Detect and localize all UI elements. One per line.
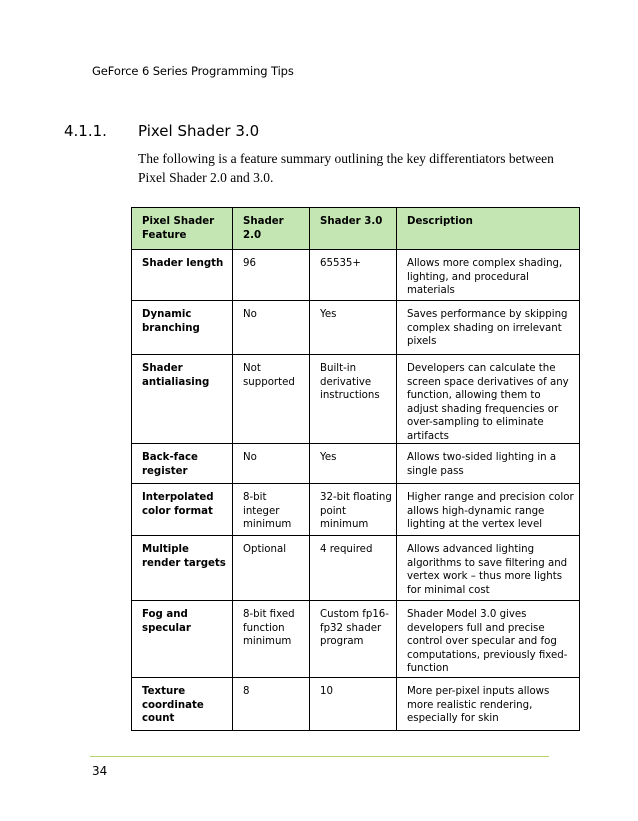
header-shader-3-0: Shader 3.0 — [310, 208, 397, 250]
cell-shader-3-0: 4 required — [310, 536, 397, 601]
cell-shader-2-0: No — [233, 301, 310, 355]
cell-description: Saves performance by skipping complex shading on irrelevant pixels — [397, 301, 580, 355]
cell-shader-3-0: Built-in derivative instructions — [310, 355, 397, 444]
cell-feature: Shader antialiasing — [132, 355, 233, 444]
cell-feature: Back-face register — [132, 444, 233, 484]
cell-description: More per-pixel inputs allows more realistic rendering, especially for skin — [397, 678, 580, 731]
header-shader-2-0: Shader 2.0 — [233, 208, 310, 250]
table-row — [132, 301, 580, 355]
table-row — [132, 536, 580, 601]
cell-shader-2-0: 8-bit integer minimum — [233, 484, 310, 536]
cell-shader-2-0: No — [233, 444, 310, 484]
section-number: 4.1.1. — [64, 122, 107, 140]
table-row — [132, 601, 580, 678]
cell-shader-2-0: Not supported — [233, 355, 310, 444]
cell-feature: Texture coordinate count — [132, 678, 233, 731]
cell-feature: Interpolated color format — [132, 484, 233, 536]
cell-shader-3-0: 32-bit floating point minimum — [310, 484, 397, 536]
cell-feature: Dynamic branching — [132, 301, 233, 355]
intro-paragraph: The following is a feature summary outlining the key differentiators between Pixel Shader 2.0 and 3.0. — [138, 151, 554, 185]
table-row — [132, 678, 580, 731]
feature-table — [131, 207, 580, 731]
cell-description: Developers can calculate the screen space derivatives of any function, allowing them to adjust shading frequencies or over-sampling to eliminate artifacts — [397, 355, 580, 444]
header-description: Description — [397, 208, 580, 250]
table-row — [132, 250, 580, 301]
cell-shader-2-0: Optional — [233, 536, 310, 601]
cell-feature: Fog and specular — [132, 601, 233, 678]
cell-shader-3-0: Yes — [310, 444, 397, 484]
header-feature: Pixel Shader Feature — [132, 208, 233, 250]
cell-shader-2-0: 8 — [233, 678, 310, 731]
cell-shader-2-0: 8-bit fixed function minimum — [233, 601, 310, 678]
running-header: GeForce 6 Series Programming Tips — [92, 64, 294, 78]
table-header-row — [132, 208, 580, 250]
cell-feature: Multiple render targets — [132, 536, 233, 601]
cell-shader-3-0: Custom fp16-fp32 shader program — [310, 601, 397, 678]
cell-feature: Shader length — [132, 250, 233, 301]
cell-description: Allows two-sided lighting in a single pass — [397, 444, 580, 484]
cell-description: Allows advanced lighting algorithms to save filtering and vertex work – thus more lights for minimal cost — [397, 536, 580, 601]
section-title: Pixel Shader 3.0 — [138, 122, 260, 140]
table-row — [132, 484, 580, 536]
cell-shader-2-0: 96 — [233, 250, 310, 301]
cell-shader-3-0: 65535+ — [310, 250, 397, 301]
cell-description: Shader Model 3.0 gives developers full and precise control over specular and fog computations, previously fixed-function — [397, 601, 580, 678]
cell-shader-3-0: 10 — [310, 678, 397, 731]
cell-description: Allows more complex shading, lighting, and procedural materials — [397, 250, 580, 301]
cell-description: Higher range and precision color allows high-dynamic range lighting at the vertex level — [397, 484, 580, 536]
table-row — [132, 444, 580, 484]
page-number: 34 — [92, 764, 108, 778]
table-row — [132, 355, 580, 444]
footer-rule — [90, 756, 549, 757]
cell-shader-3-0: Yes — [310, 301, 397, 355]
